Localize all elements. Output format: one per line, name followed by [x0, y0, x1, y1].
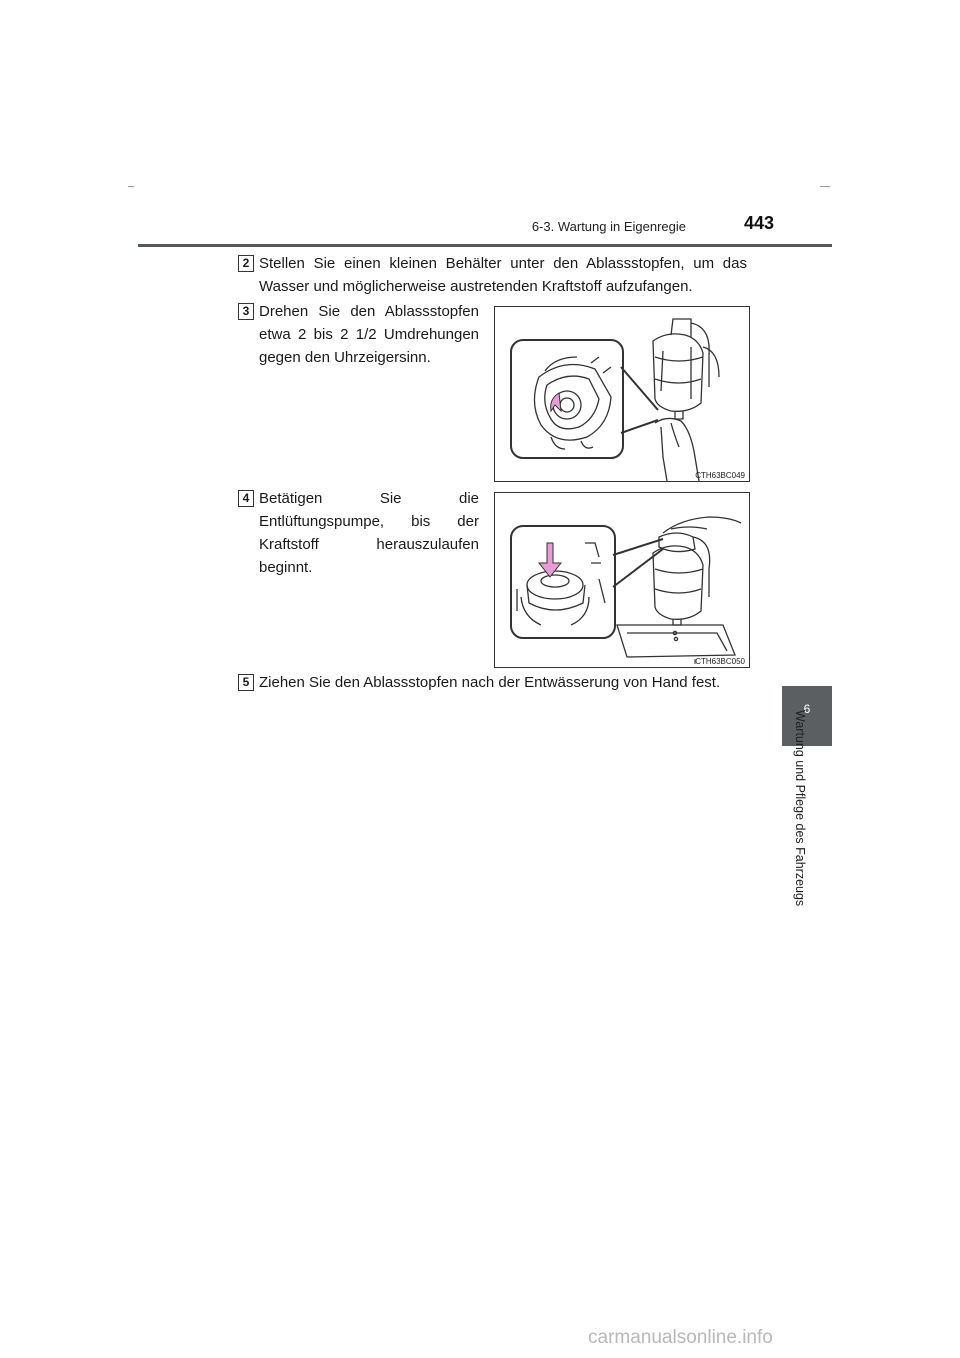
watermark: carmanualsonline.info: [588, 1327, 773, 1348]
priming-pump-illustration: [495, 493, 749, 667]
step-number-badge: 5: [238, 674, 254, 691]
drain-plug-illustration: [495, 307, 749, 481]
step-number-badge: 3: [238, 303, 254, 320]
step-number-badge: 2: [238, 255, 254, 272]
step-text: Stellen Sie einen kleinen Behälter unter den Ablassstopfen, um das Wasser und möglicherweise austretenden Kraftstoff aufzufangen.: [259, 255, 747, 295]
chapter-title: Wartung und Pflege des Fahrzeugs: [793, 710, 807, 907]
figure-drain-plug: [494, 306, 750, 482]
chapter-tab: 6: [782, 686, 832, 746]
page-number: 443: [743, 213, 774, 233]
crop-mark-right: [820, 186, 830, 187]
figure-priming-pump: [494, 492, 750, 668]
crop-mark-left: [128, 186, 134, 187]
step-text: Ziehen Sie den Ablassstopfen nach der Entwässerung von Hand fest.: [259, 674, 721, 691]
section-title: 6-3. Wartung in Eigenregie: [531, 219, 686, 234]
figure-code: CTH63BC049: [695, 471, 745, 480]
figure-code: CTH63BC050: [695, 657, 745, 666]
step-text: Betätigen Sie die Entlüftungspumpe, bis der Kraftstoff herauszulaufen beginnt.: [259, 490, 479, 576]
header-rule: [138, 244, 832, 247]
step-number-badge: 4: [238, 490, 254, 507]
step-text: Drehen Sie den Ablassstopfen etwa 2 bis 2 1/2 Umdrehungen gegen den Uhrzeigersinn.: [259, 303, 479, 366]
